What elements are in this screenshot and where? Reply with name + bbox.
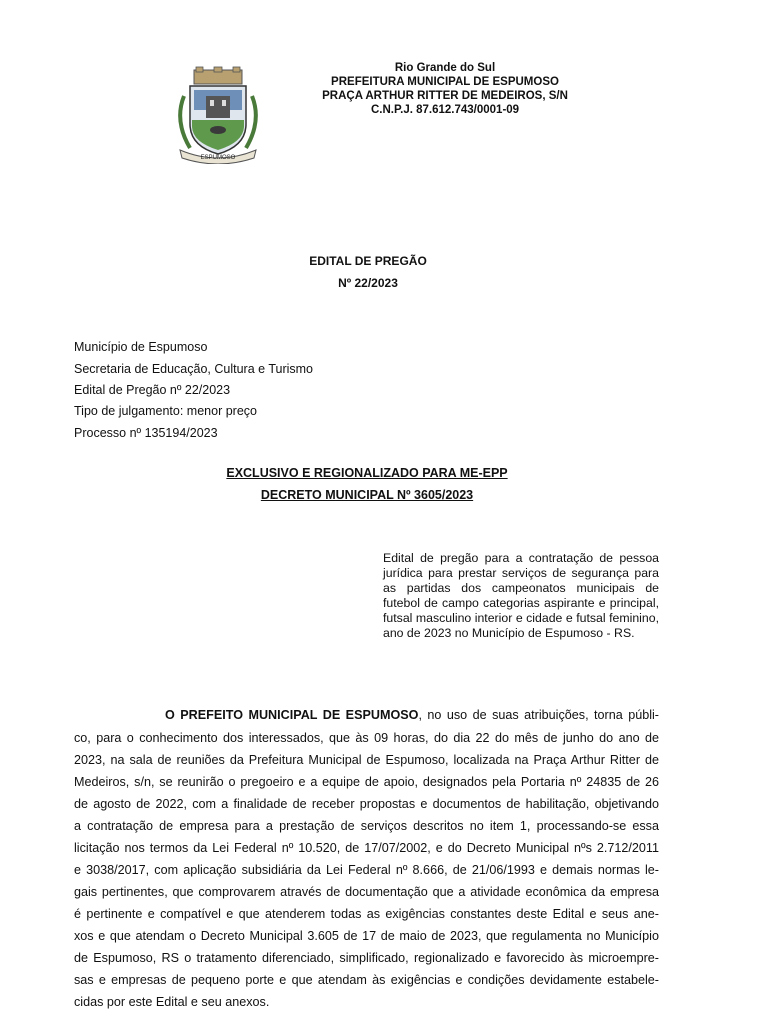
info-judgment-type: Tipo de julgamento: menor preço	[74, 404, 257, 418]
body-first-line	[165, 707, 659, 723]
body-lead-bold: O PREFEITO MUNICIPAL DE ESPUMOSO	[165, 708, 419, 722]
body-line: Medeiros, s/n, se reunirão o pregoeiro e a equipe de apoio, designados pela Portaria nº 24835 de 26	[74, 775, 659, 789]
document-number: Nº 22/2023	[338, 276, 398, 290]
body-line: de agosto de 2022, com a finalidade de receber propostas e documentos de habilitação, objetivando	[74, 797, 659, 811]
body-line: 2023, na sala de reuniões da Prefeitura Municipal de Espumoso, localizada na Praça Arthur Ritter de	[74, 753, 659, 767]
info-municipality: Município de Espumoso	[74, 340, 208, 354]
body-line: a contratação de empresa para a prestação de serviços descritos no item 1, processando-se essa	[74, 819, 659, 833]
info-process: Processo nº 135194/2023	[74, 426, 218, 440]
body-line: de Espumoso, RS o tratamento diferenciado, simplificado, regionalizado e favorecido às microempre-	[74, 951, 659, 965]
edital-summary: Edital de pregão para a contratação de pessoa jurídica para prestar serviços de segurança para as partidas dos campeonatos municipais de futebol de campo categorias aspirante e principal, futsal masculino interior e cidade e futsal feminino, ano de 2023 no Município de Espumoso - RS.	[383, 551, 659, 640]
body-line: e 3038/2017, com aplicação subsidiária da Lei Federal nº 8.666, de 21/06/1993 e demais normas le-	[74, 863, 659, 877]
header-address: PRAÇA ARTHUR RITTER DE MEDEIROS, S/N	[322, 90, 568, 102]
body-line: é pertinente e compatível e que atenderem todas as exigências constantes deste Edital e seus ane-	[74, 907, 659, 921]
exclusive-heading: EXCLUSIVO E REGIONALIZADO PARA ME-EPP	[226, 466, 508, 480]
crest-banner-text: ESPUMOSO	[200, 155, 236, 161]
document-title: EDITAL DE PREGÃO	[309, 254, 427, 268]
info-edital: Edital de Pregão nº 22/2023	[74, 383, 231, 397]
header-prefecture: PREFEITURA MUNICIPAL DE ESPUMOSO	[331, 76, 559, 88]
body-line: co, para o conhecimento dos interessados, que às 09 horas, do dia 22 do mês de junho do ano de	[74, 731, 659, 745]
body-line: sas e empresas de pequeno porte e que atendam às exigências e condições devidamente estabele-	[74, 973, 659, 987]
header-cnpj: C.N.P.J. 87.612.743/0001-09	[370, 104, 520, 116]
body-lead-rest: , no uso de suas atribuições, torna públi-	[418, 708, 659, 722]
header-state: Rio Grande do Sul	[394, 62, 496, 74]
body-line: xos e que atendam o Decreto Municipal 3.605 de 17 de maio de 2023, que regulamenta no Município	[74, 929, 659, 943]
body-line: licitação nos termos da Lei Federal nº 10.520, de 17/07/2002, e do Decreto Municipal nºs 2.712/2011	[74, 841, 659, 855]
body-line: gais pertinentes, que comprovarem através de documentação que a atividade econômica da empresa	[74, 885, 659, 899]
municipal-crest-logo	[170, 66, 266, 164]
decree-heading: DECRETO MUNICIPAL Nº 3605/2023	[260, 488, 474, 502]
info-secretariat: Secretaria de Educação, Cultura e Turismo	[74, 362, 314, 376]
body-line: cidas por este Edital e seu anexos.	[74, 995, 270, 1009]
